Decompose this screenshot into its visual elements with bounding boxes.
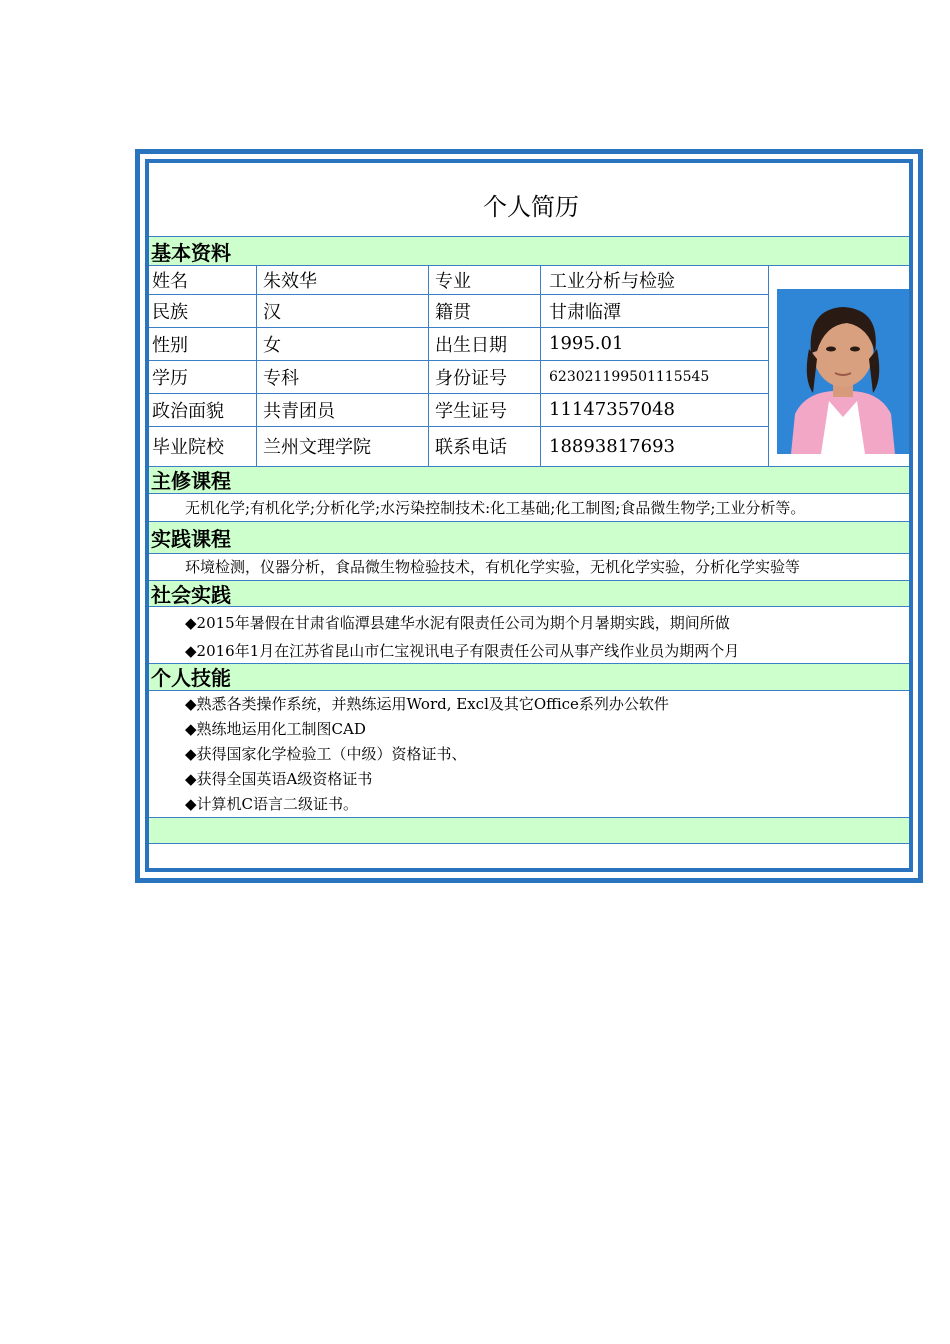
basic-info-table bbox=[149, 266, 769, 467]
list-item: ◆计算机C语言二级证书。 bbox=[185, 794, 359, 813]
section-basic-heading: 基本资料 bbox=[149, 237, 909, 266]
empty-row bbox=[149, 844, 909, 868]
section-major-courses-heading: 主修课程 bbox=[149, 467, 909, 494]
page-title: 个人简历 bbox=[483, 193, 579, 221]
value-id-number: 623021199501115545 bbox=[541, 360, 769, 393]
value-ethnicity: 汉 bbox=[257, 294, 429, 327]
empty-green-row bbox=[149, 818, 909, 844]
table-row bbox=[149, 266, 769, 294]
table-row bbox=[149, 327, 769, 360]
list-item: ◆2015年暑假在甘肃省临潭县建华水泥有限责任公司为期个月暑期实践，期间所做 bbox=[185, 614, 730, 632]
list-item: ◆获得国家化学检验工（中级）资格证书、 bbox=[185, 744, 467, 763]
label-phone: 联系电话 bbox=[429, 426, 541, 466]
value-name: 朱效华 bbox=[257, 266, 429, 294]
label-political-status: 政治面貌 bbox=[149, 393, 257, 426]
skills-list bbox=[149, 691, 909, 818]
label-id-number: 身份证号 bbox=[429, 360, 541, 393]
value-phone: 18893817693 bbox=[541, 426, 769, 466]
photo-cell bbox=[769, 266, 909, 467]
value-gender: 女 bbox=[257, 327, 429, 360]
label-birthdate: 出生日期 bbox=[429, 327, 541, 360]
section-social-practice-heading: 社会实践 bbox=[149, 581, 909, 607]
label-ethnicity: 民族 bbox=[149, 294, 257, 327]
practice-courses-text: 环境检测，仪器分析，食品微生物检验技术，有机化学实验，无机化学实验，分析化学实验等 bbox=[149, 554, 909, 581]
label-school: 毕业院校 bbox=[149, 426, 257, 466]
value-birthdate: 1995.01 bbox=[541, 327, 769, 360]
value-hometown: 甘肃临潭 bbox=[541, 294, 769, 327]
label-name: 姓名 bbox=[149, 266, 257, 294]
portrait-photo bbox=[777, 289, 909, 454]
value-student-id: 11147357048 bbox=[541, 393, 769, 426]
basic-info-block bbox=[149, 266, 909, 467]
value-political-status: 共青团员 bbox=[257, 393, 429, 426]
major-courses-text: 无机化学;有机化学;分析化学;水污染控制技术:化工基础;化工制图;食品微生物学;工业分析等。 bbox=[149, 494, 909, 522]
section-skills-heading: 个人技能 bbox=[149, 664, 909, 691]
list-item: ◆熟悉各类操作系统，并熟练运用Word, Excl及其它Office系列办公软件 bbox=[185, 694, 669, 713]
resume-sheet bbox=[149, 163, 909, 868]
label-gender: 性别 bbox=[149, 327, 257, 360]
list-item: ◆熟练地运用化工制图CAD bbox=[185, 719, 366, 738]
value-education: 专科 bbox=[257, 360, 429, 393]
label-student-id: 学生证号 bbox=[429, 393, 541, 426]
value-school: 兰州文理学院 bbox=[257, 426, 429, 466]
table-row bbox=[149, 294, 769, 327]
label-major: 专业 bbox=[429, 266, 541, 294]
social-practice-list bbox=[149, 607, 909, 664]
table-row bbox=[149, 426, 769, 466]
section-practice-courses-heading: 实践课程 bbox=[149, 522, 909, 554]
label-hometown: 籍贯 bbox=[429, 294, 541, 327]
table-row bbox=[149, 393, 769, 426]
page-title-row bbox=[149, 163, 909, 237]
list-item: ◆获得全国英语A级资格证书 bbox=[185, 769, 373, 788]
table-row bbox=[149, 360, 769, 393]
value-major: 工业分析与检验 bbox=[541, 266, 769, 294]
list-item: ◆2016年1月在江苏省昆山市仁宝视讯电子有限责任公司从事产线作业员为期两个月 bbox=[185, 642, 740, 660]
label-education: 学历 bbox=[149, 360, 257, 393]
